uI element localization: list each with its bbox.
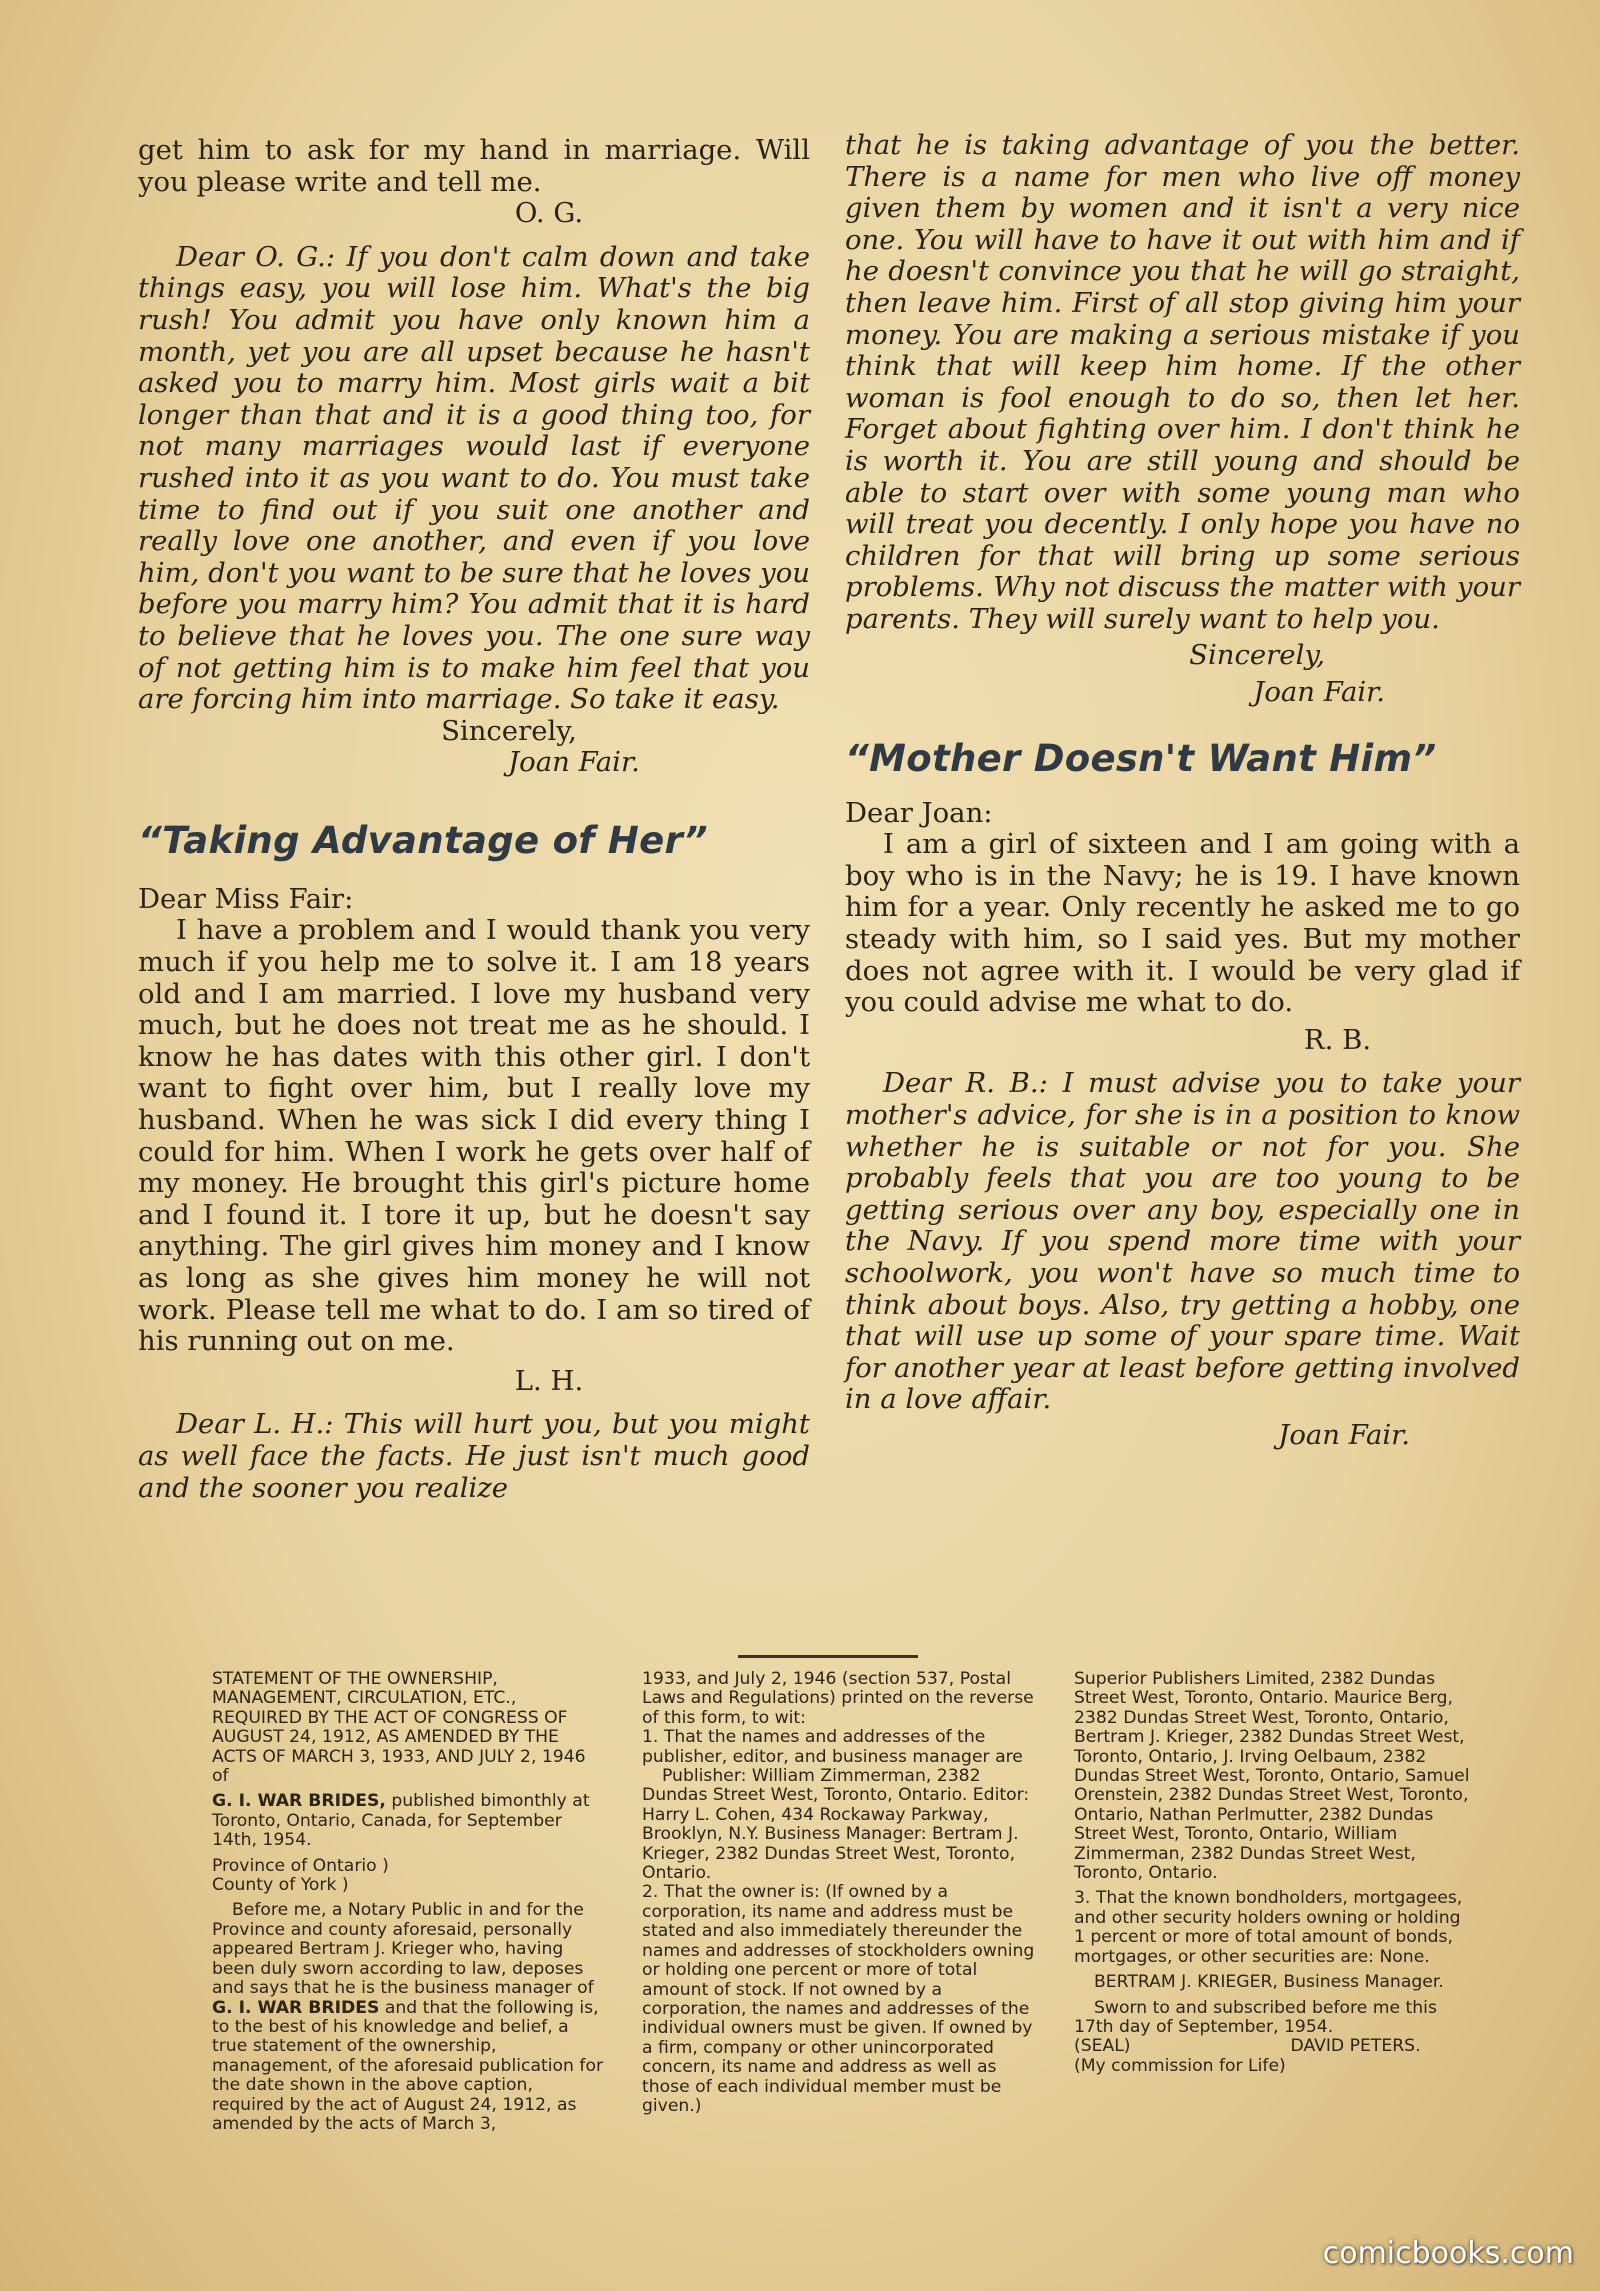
- rb-salutation: Dear Joan:: [845, 796, 993, 829]
- statement-owners: Superior Publishers Limited, 2382 Dundas Street West, Toronto, Ontario. Maurice Berg, 2382 Dundas Street West, Toronto, Ontario, Bertram J. Krieger, 2382 Dundas Street West, Toronto, Ontario, J. Irving Oelbaum, 2382 Dundas Street West, Toronto, Ontario, Samuel Orenstein, 2382 Dundas Street West, Toronto, Ontario, Nathan Perlmutter, 2382 Dundas Street West, Toronto, Ontario, William Zimmerman, 2382 Dundas Street West, Toronto, Ontario.: [1074, 1669, 1470, 1884]
- lh-reply-continued: that he is taking advantage of you the better. There is a name for men who live off money given them by women and it isn't a very nice one. You will have to have it out with him and if he doesn't convince you that he will go straight, then leave him. First of all stop giving him your money. You are making a serious mistake if you think that will keep him home. If the other woman is fool enough to do so, then let her. Forget about fighting over him. I don't think he is worth it. You are still young and should be able to start over with some young man who will treat you decently. I only hope you have no children for that will bring up some serious problems. Why not discuss the matter with your parents. They will surely want to help you.: [845, 129, 1520, 635]
- headline-mother-doesnt-want-him: “Mother Doesn't Want Him”: [845, 736, 1437, 780]
- rb-signature: Joan Fair.: [1278, 1418, 1410, 1451]
- lh-reply-start: Dear L. H.: This will hurt you, but you might as well face the facts. He just isn't much good and the sooner you realize: [138, 1408, 810, 1504]
- lh-salutation: Dear Miss Fair:: [138, 882, 354, 915]
- statement-commission: (My commission for Life): [1074, 2055, 1286, 2076]
- lh-initials: L. H.: [514, 1364, 584, 1397]
- og-signature: Joan Fair.: [508, 746, 640, 779]
- statement-column-3: [1074, 1670, 1474, 2082]
- og-closing: Sincerely,: [441, 714, 577, 747]
- lh-signature: Joan Fair.: [1253, 676, 1385, 709]
- statement-body-b: and that the following is, to the best of his knowledge and belief, a true statement of the ownership, management, of the aforesaid publication for the date shown in the above caption, required by the act of August 24, 1912, as amended by the acts of March 3,: [212, 1997, 604, 2134]
- statement-publication-title: G. I. WAR BRIDES,: [212, 1791, 386, 1812]
- og-initials: O. G.: [514, 197, 584, 230]
- statement-county: County of York ): [212, 1875, 349, 1896]
- lh-letter: I have a problem and I would thank you very much if you help me to solve it. I am 18 years old and I am married. I love my husband very much, but he does not treat me as he should. I know he has dates with this other girl. I don't want to fight over him, but I really love my husband. When he was sick I did every thing I could for him. When I work he gets over half of my money. He brought this girl's picture home and I found it. I tore it up, but he doesn't say anything. The girl gives him money and I know as long as she gives him money he will not work. Please tell me what to do. I am so tired of his running out on me.: [138, 914, 810, 1358]
- headline-taking-advantage: “Taking Advantage of Her”: [138, 818, 708, 862]
- statement-heading: STATEMENT OF THE OWNERSHIP, MANAGEMENT, CIRCULATION, ETC., REQUIRED BY THE ACT OF CONGRESS OF AUGUST 24, 1912, AS AMENDED BY THE ACTS OF MARCH 3, 1933, AND JULY 2, 1946 of: [212, 1669, 586, 1787]
- divider-rule: [738, 1655, 918, 1658]
- rb-letter: I am a girl of sixteen and I am going with a boy who is in the Navy; he is 19. I have known him for a year. Only recently he asked me to go steady with him, so I said yes. But my mother does not agree with it. I would be very glad if you could advise me what to do.: [845, 828, 1520, 1019]
- statement-province: Province of Ontario ): [212, 1855, 389, 1876]
- statement-col2-d: 2. That the owner is: (If owned by a corporation, its name and address must be stated and also immediately thereunder the names and addresses of stockholders owning or holding one percent or more of total amount of stock. If not owned by a corporation, the names and addresses of the individual owners must be given. If owned by a firm, company or other unincorporated concern, its name and address as well as those of each individual member must be given.): [642, 1882, 1035, 2116]
- statement-manager-signature: BERTRAM J. KRIEGER, Business Manager.: [1094, 1972, 1444, 1993]
- statement-sworn: Sworn to and subscribed before me this 17th day of September, 1954.: [1074, 1997, 1437, 2037]
- statement-notary: DAVID PETERS.: [1290, 2036, 1421, 2057]
- lh-closing: Sincerely,: [1189, 638, 1325, 671]
- og-letter-ending: get him to ask for my hand in marriage. Will you please write and tell me.: [138, 134, 810, 198]
- statement-col2-b: 1. That the names and addresses of the publisher, editor, and business manager are: [642, 1727, 1023, 1767]
- rb-initials: R. B.: [1303, 1023, 1372, 1056]
- statement-col2-c: Publisher: William Zimmerman, 2382 Dundas Street West, Toronto, Ontario. Editor: Harry L. Cohen, 434 Rockaway Parkway, Brooklyn, N.Y. Business Manager: Bertram J. Krieger, 2382 Dundas Street West, Toronto, Ontario.: [642, 1766, 1030, 1884]
- statement-body-title: G. I. WAR BRIDES: [212, 1997, 380, 2018]
- right-column: [845, 130, 1520, 1452]
- statement-column-1: [212, 1670, 606, 2140]
- statement-publication-info: published bimonthly at Toronto, Ontario, Canada, for September 14th, 1954.: [212, 1791, 590, 1851]
- og-reply: Dear O. G.: If you don't calm down and take things easy, you will lose him. What's the big rush! You admit you have only known him a month, yet you are all upset because he hasn't asked you to marry him. Most girls wait a bit longer than that and it is a good thing too, for not many marriages would last if everyone rushed into it as you want to do. You must take time to find out if you suit one another and really love one another, and even if you love him, don't you want to be sure that he loves you before you marry him? You admit that it is hard to believe that he loves you. The one sure way of not getting him is to make him feel that you are forcing him into marriage. So take it easy.: [138, 240, 810, 716]
- statement-seal: (SEAL): [1074, 2036, 1131, 2057]
- rb-reply: Dear R. B.: I must advise you to take your mother's advice, for she is in a position to know whether he is suitable or not for you. She probably feels that you are too young to be getting serious over any boy, especially one in the Navy. If you spend more time with your schoolwork, you won't have so much time to think about boys. Also, try getting a hobby, one that will use up some of your spare time. Wait for another year at least before getting involved in a love affair.: [845, 1067, 1520, 1416]
- statement-body-a: Before me, a Notary Public in and for the Province and county aforesaid, personally appeared Bertram J. Krieger who, having been duly sworn according to law, deposes and says that he is the business manager of: [212, 1900, 594, 1999]
- statement-col2-a: 1933, and July 2, 1946 (section 537, Postal Laws and Regulations) printed on the reverse of this form, to wit:: [642, 1669, 1034, 1728]
- statement-column-2: [642, 1670, 1039, 2122]
- watermark: comicbooks.com: [1322, 2236, 1574, 2271]
- statement-bondholders: 3. That the known bondholders, mortgagees, and other security holders owning or holding 1 percent or more of total amount of bonds, mortgages, or other securities are: None.: [1074, 1888, 1463, 1967]
- left-column: [138, 135, 810, 1504]
